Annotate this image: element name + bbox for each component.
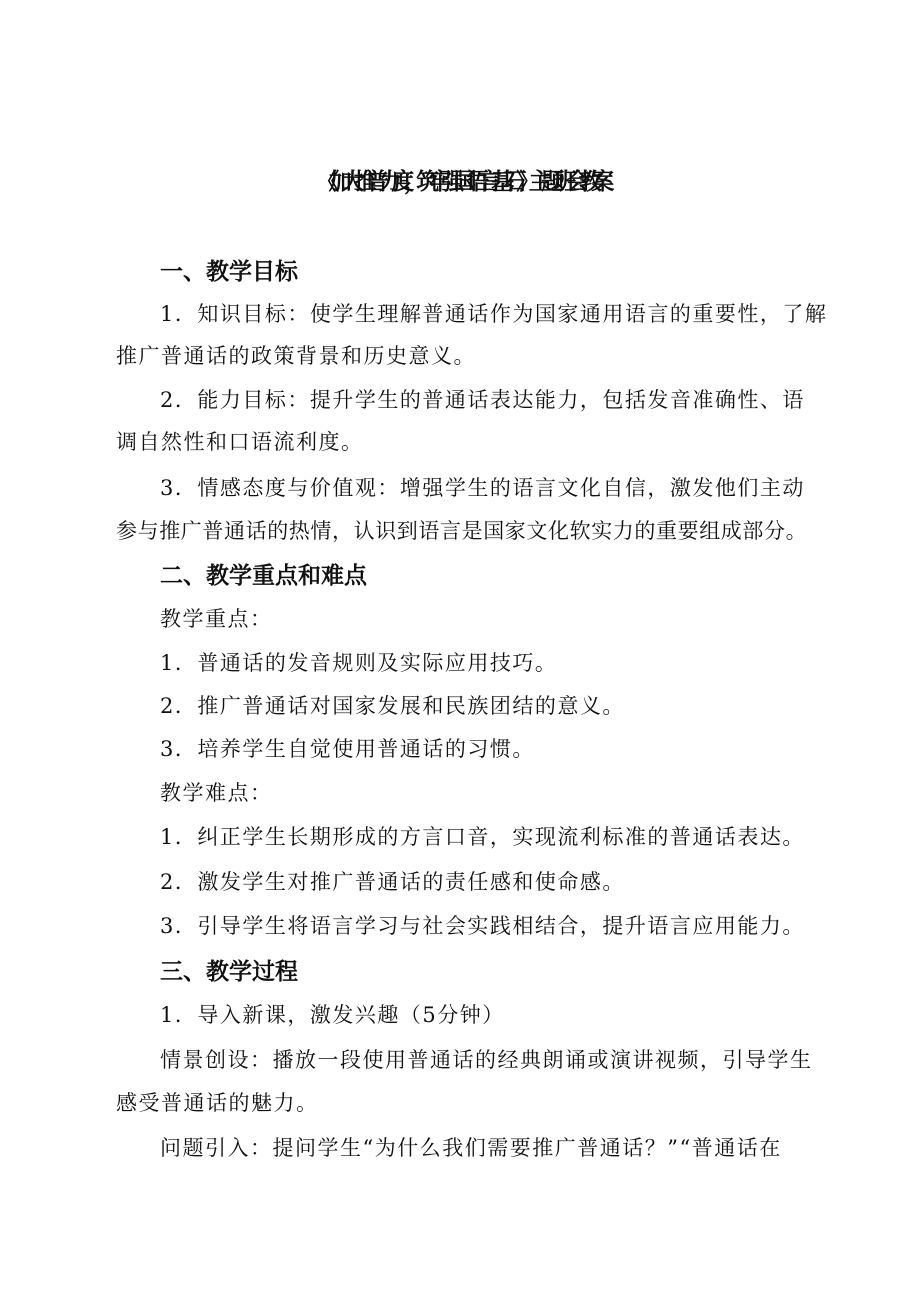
paragraph-line: 情景创设：播放一段使用普通话的经典朗诵或演讲视频，引导学生 [160, 1048, 813, 1072]
list-item: 3．培养学生自觉使用普通话的习惯。 [160, 737, 535, 761]
list-item: 1．普通话的发音规则及实际应用技巧。 [160, 651, 558, 675]
document-title: 《加大推普力度，筑牢强国语言基石》主题班会教案 [316, 169, 604, 195]
subheading-label: 教学重点： [160, 607, 273, 631]
list-item: 3．引导学生将语言学习与社会实践相结合，提升语言应用能力。 [160, 914, 805, 938]
list-item: 2．推广普通话对国家发展和民族团结的意义。 [160, 694, 625, 718]
list-item: 1．纠正学生长期形成的方言口音，实现流利标准的普通话表达。 [160, 825, 805, 849]
paragraph-line: 2．能力目标：提升学生的普通话表达能力，包括发音准确性、语 [160, 388, 805, 412]
paragraph-line: 调自然性和口语流利度。 [116, 430, 364, 454]
subheading-label: 教学难点： [160, 781, 273, 805]
paragraph-line: 1．知识目标：使学生理解普通话作为国家通用语言的重要性，了解 [160, 302, 828, 326]
section-heading-key-points: 二、教学重点和难点 [160, 563, 367, 589]
section-heading-process: 三、教学过程 [160, 959, 298, 985]
section-heading-objectives: 一、教学目标 [160, 259, 298, 285]
paragraph-line: 推广普通话的政策背景和历史意义。 [116, 344, 476, 368]
paragraph-line: 3．情感态度与价值观：增强学生的语言文化自信，激发他们主动 [160, 476, 805, 500]
paragraph-line: 感受普通话的魅力。 [116, 1091, 319, 1115]
list-item: 1．导入新课，激发兴趣（5分钟） [160, 1003, 505, 1027]
list-item: 2．激发学生对推广普通话的责任感和使命感。 [160, 870, 625, 894]
paragraph-line: 问题引入：提问学生“为什么我们需要推广普通话？”“普通话在 [160, 1136, 782, 1160]
paragraph-line: 参与推广普通话的热情，认识到语言是国家文化软实力的重要组成部分。 [116, 519, 808, 543]
